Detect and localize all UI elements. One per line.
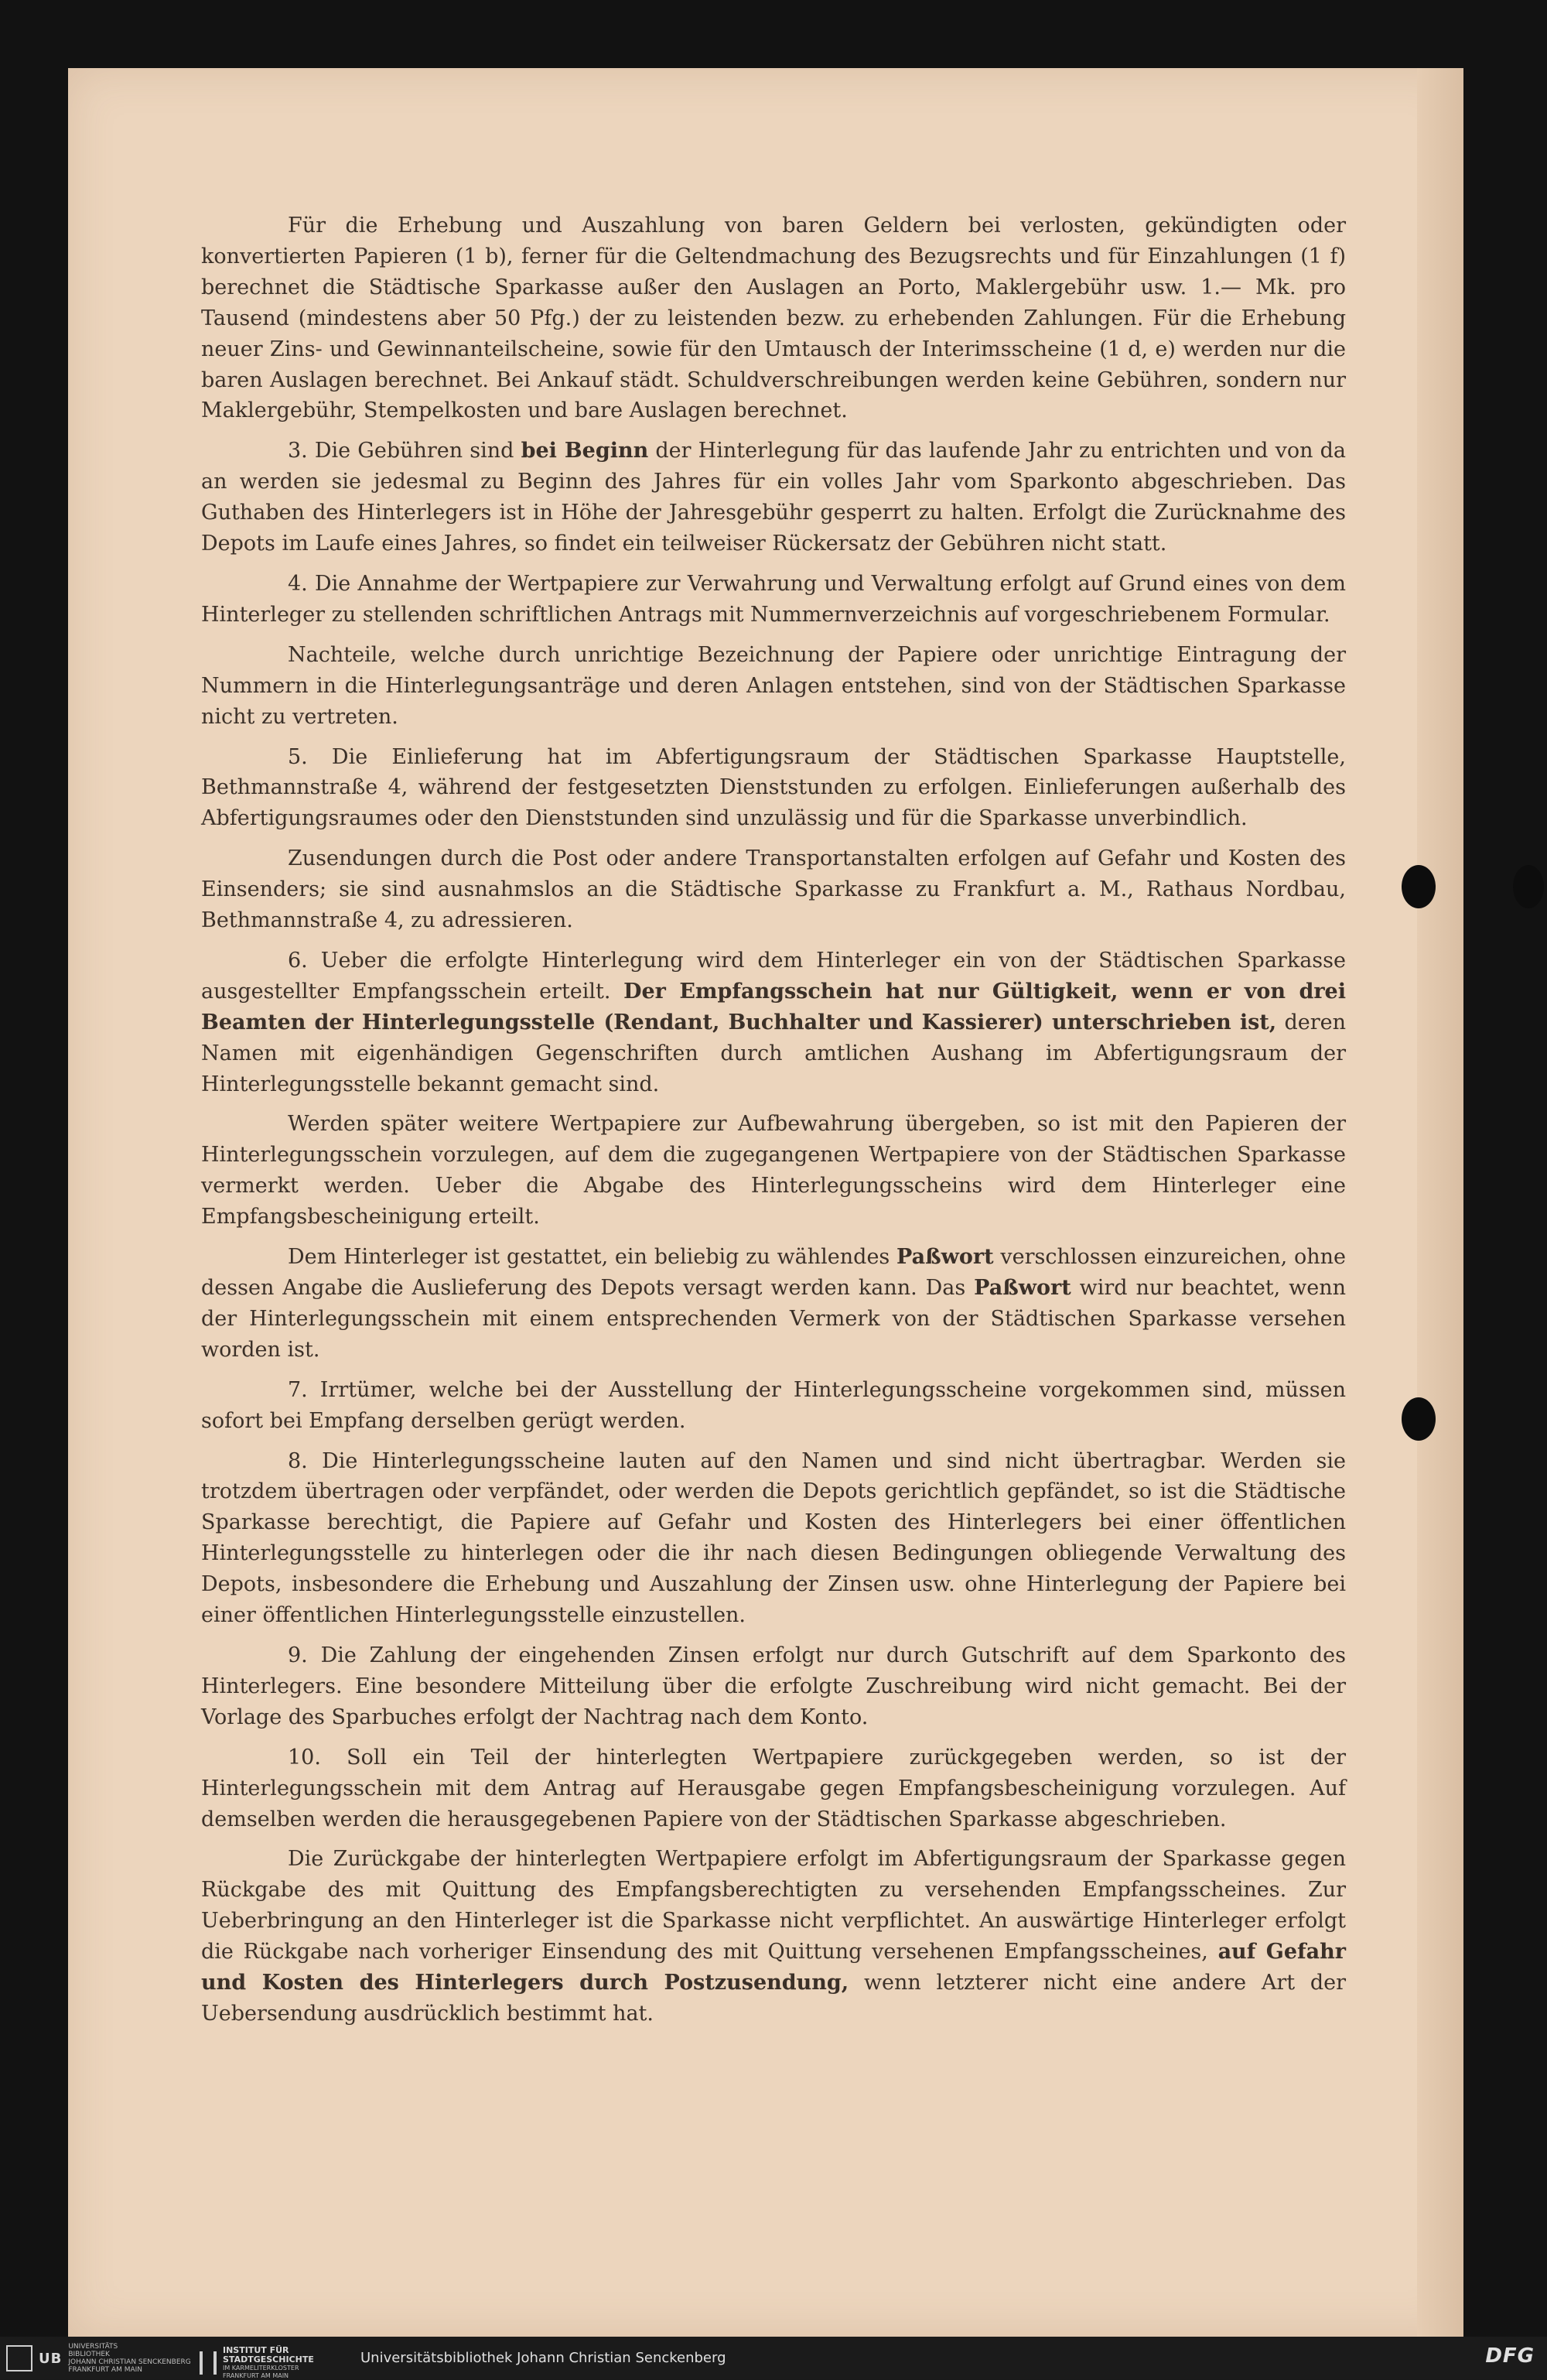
ub-label: UB: [39, 2350, 63, 2367]
paragraph: Zusendungen durch die Post oder andere Transportanstalten erfolgen auf Gefahr und Kosten des Einsenders; sie sind ausnahmslos an die Städtische Sparkasse zu Frankfurt a. M., Rathaus Nordbau, Bethmannstraße 4, zu adressieren.: [201, 846, 1346, 933]
paragraph: Werden später weitere Wertpapiere zur Aufbewahrung übergeben, so ist mit den Papieren der Hinterlegungsschein vorzulegen, auf dem die zugegangenen Wertpapiere von der Städtischen Sparkasse vermerkt werden. Ueber die Abgabe des Hinterlegungsscheins wird dem Hinterleger eine Empfangsbescheinigung erteilt.: [201, 1112, 1346, 1229]
paragraph: 6. Ueber die erfolgte Hinterlegung wird dem Hinterleger ein von der Städtischen Sparkasse ausgestellter Empfangsschein erteilt. Der Empfangsschein hat nur Gültigkeit, wenn er von drei Beamten der Hinterlegungsstelle (Rendant, Buchhalter und Kassierer) unterschrieben ist, deren Namen mit eigenhändigen Gegenschriften durch amtlichen Aushang im Abfertigungsraum der Hinterlegungsstelle bekannt gemacht sind.: [201, 948, 1346, 1096]
paragraph: 9. Die Zahlung der eingehenden Zinsen erfolgt nur durch Gutschrift auf dem Sparkonto des Hinterlegers. Eine besondere Mitteilung über die erfolgte Zuschreibung wird nicht gemacht. Bei der Vorlage des Sparbuches erfolgt der Nachtrag nach dem Konto.: [201, 1643, 1346, 1729]
paragraph: 8. Die Hinterlegungsscheine lauten auf den Namen und sind nicht übertragbar. Werden sie trotzdem übertragen oder verpfändet, oder werden die Depots gerichtlich gepfändet, so ist die Städtische Sparkasse berechtigt, die Papiere auf Gefahr und Kosten des Hinterlegers bei einer öffentlichen Hinterlegungsstelle zu hinterlegen oder die ihr nach diesen Bedingungen obliegende Verwaltung des Depots, insbesondere die Erhebung und Auszahlung der Zinsen usw. ohne Hinterlegung der Papiere bei einer öffentlichen Hinterlegungsstelle einzustellen.: [201, 1448, 1346, 1628]
library-credit: Universitätsbibliothek Johann Christian Senckenberg: [360, 2350, 726, 2366]
paragraph: Für die Erhebung und Auszahlung von baren Geldern bei verlosten, gekündigten oder konvertierten Papieren (1 b), ferner für die Geltendmachung des Bezugsrechts und für Einzahlungen (1 f) berechnet die Städtische Sparkasse außer den Auslagen an Porto, Maklergebühr usw. 1.— Mk. pro Tausend (mindestens aber 50 Pfg.) der zu leistenden bezw. zu erhebenden Zahlungen. Für die Erhebung neuer Zins- und Gewinnanteilscheine, sowie für den Umtausch der Interimsscheine (1 d, e) werden nur die baren Auslagen berechnet. Bei Ankauf städt. Schuldverschreibungen werden keine Gebühren, sondern nur Maklergebühr, Stempelkosten und bare Auslagen berechnet.: [201, 214, 1346, 423]
isg-logo[interactable]: [200, 2346, 314, 2380]
punch-hole: [1402, 1397, 1436, 1441]
paragraph: Die Zurückgabe der hinterlegten Wertpapiere erfolgt im Abfertigungsraum der Sparkasse gegen Rückgabe des mit Quittung des Empfangsberechtigten zu versehenden Empfangsscheines. Zur Ueberbringung an den Hinterleger ist die Sparkasse nicht verpflichtet. An auswärtige Hinterleger erfolgt die Rückgabe nach vorheriger Einsendung des mit Quittung versehenen Empfangsscheines, auf Gefahr und Kosten des Hinterlegers durch Postzusendung, wenn letzterer nicht eine andere Art der Uebersendung ausdrücklich bestimmt hat.: [201, 1847, 1346, 2026]
ub-mark-icon: [6, 2345, 32, 2371]
ub-logo[interactable]: [6, 2344, 192, 2372]
ub-subtitle: UNIVERSITÄTS BIBLIOTHEK JOHANN CHRISTIAN SENCKENBERG FRANKFURT AM MAIN: [68, 2343, 191, 2374]
paragraph: 10. Soll ein Teil der hinterlegten Wertpapiere zurückgegeben werden, so ist der Hinterlegungsschein mit dem Antrag auf Herausgabe gegen Empfangsbescheinigung vorzulegen. Auf demselben werden die herausgegebenen Papiere von der Städtischen Sparkasse abgeschrieben.: [201, 1745, 1346, 1831]
isg-mark-icon: [200, 2351, 217, 2375]
paragraph: 3. Die Gebühren sind bei Beginn der Hinterlegung für das laufende Jahr zu entrichten und von da an werden sie jedesmal zu Beginn des Jahres für ein volles Jahr vom Sparkonto abgeschrieben. Das Guthaben des Hinterlegers ist in Höhe der Jahresgebühr gesperrt zu halten. Erfolgt die Zurücknahme des Depots im Laufe eines Jahres, so findet ein teilweiser Rückersatz der Gebühren nicht statt.: [201, 439, 1346, 556]
paragraph: 7. Irrtümer, welche bei der Ausstellung der Hinterlegungsscheine vorgekommen sind, müssen sofort bei Empfang derselben gerügt werden.: [201, 1377, 1346, 1433]
isg-text: INSTITUT FÜR STADTGESCHICHTE IM KARMELITERKLOSTER FRANKFURT AM MAIN: [223, 2345, 314, 2379]
punch-hole: [1513, 865, 1544, 908]
paragraph: Nachteile, welche durch unrichtige Bezeichnung der Papiere oder unrichtige Eintragung der Nummern in die Hinterlegungsanträge und deren Anlagen entstehen, sind von der Städtischen Sparkasse nicht zu vertreten.: [201, 642, 1346, 729]
viewer-footer: [0, 2337, 1547, 2379]
document-text: [201, 210, 1346, 2039]
paragraph: 4. Die Annahme der Wertpapiere zur Verwahrung und Verwaltung erfolgt auf Grund eines von dem Hinterleger zu stellenden schriftlichen Antrags mit Nummernverzeichnis auf vorgeschriebenem Formular.: [201, 571, 1346, 627]
page-edge: [1417, 68, 1463, 2337]
dfg-logo[interactable]: DFG: [1485, 2344, 1535, 2368]
paragraph: Dem Hinterleger ist gestattet, ein beliebig zu wählendes Paßwort verschlossen einzureichen, ohne dessen Angabe die Auslieferung des Depots versagt werden kann. Das Paßwort wird nur beachtet, wenn der Hinterlegungsschein mit einem entsprechenden Vermerk von der Städtischen Sparkasse versehen worden ist.: [201, 1245, 1347, 1362]
punch-hole: [1402, 865, 1436, 908]
paragraph: 5. Die Einlieferung hat im Abfertigungsraum der Städtischen Sparkasse Hauptstelle, Bethmannstraße 4, während der festgesetzten Dienststunden zu erfolgen. Einlieferungen außerhalb des Abfertigungsraumes oder den Dienststunden sind unzulässig und für die Sparkasse unverbindlich.: [201, 744, 1346, 831]
